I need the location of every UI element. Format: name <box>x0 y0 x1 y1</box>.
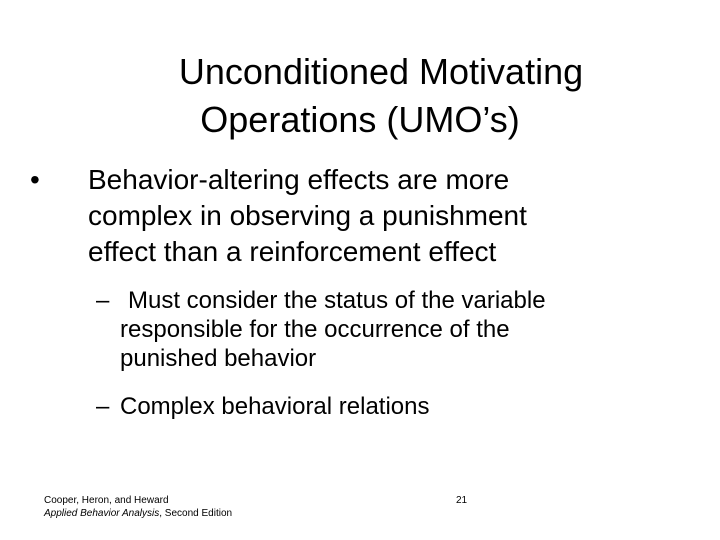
bullet-line-2: complex in observing a punishment <box>88 200 527 231</box>
slide-title <box>60 48 660 144</box>
footer-book-title: Applied Behavior Analysis <box>44 508 160 519</box>
subbullet-item-2 <box>96 392 656 421</box>
bullet-line-3: effect than a reinforcement effect <box>88 236 497 267</box>
title-line-2: Operations (UMO’s) <box>200 99 520 140</box>
subbullet-1-line-2: responsible for the occurrence of the <box>120 316 510 343</box>
subbullet-text <box>120 286 656 373</box>
footer-edition: , Second Edition <box>159 508 233 519</box>
footer-book <box>44 507 232 520</box>
bullet-line-1: Behavior-altering effects are more <box>88 164 510 195</box>
bullet-marker: • <box>30 164 40 195</box>
subbullet-1-line-1: Must consider the status of the variable <box>128 287 546 314</box>
subbullet-dash: – <box>96 393 110 420</box>
subbullet-text <box>120 392 656 421</box>
page-number: 21 <box>456 495 468 506</box>
subbullet-dash: – <box>96 287 110 314</box>
bullet-item <box>30 162 670 270</box>
subbullet-2-line-1: Complex behavioral relations <box>120 393 430 420</box>
title-line-1: Unconditioned Motivating <box>178 51 584 92</box>
subbullet-item-1 <box>96 286 656 373</box>
footer-authors: Cooper, Heron, and Heward <box>44 495 169 506</box>
subbullet-1-line-3: punished behavior <box>120 345 317 372</box>
footer-citation <box>44 494 232 520</box>
bullet-text <box>88 162 670 270</box>
